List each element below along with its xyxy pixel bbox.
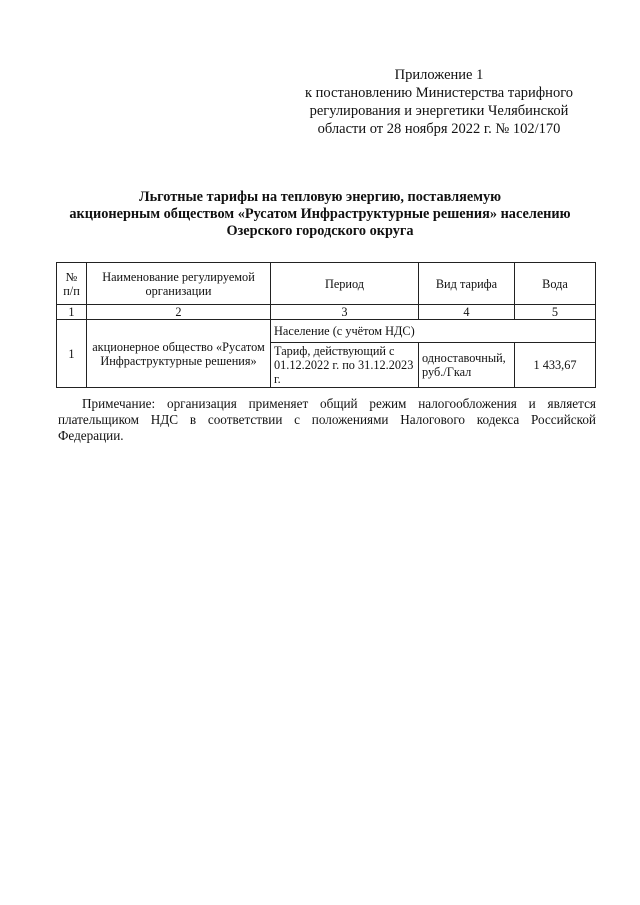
row-num: 1	[57, 320, 87, 388]
note-line: плательщиком НДС в соответствии с положениями Налогового кодекса Российской Федерации.	[58, 412, 596, 443]
header-tariff-type: Вид тарифа	[419, 263, 515, 305]
column-number: 1	[57, 305, 87, 320]
row-water: 1 433,67	[515, 343, 596, 388]
column-numbers-row	[57, 305, 596, 320]
title-line: акционерным обществом «Русатом Инфраструктурные решения» населению	[69, 206, 571, 222]
appendix-block	[280, 66, 598, 138]
column-number: 5	[515, 305, 596, 320]
row-org: акционерное общество «Русатом Инфраструктурные решения»	[87, 320, 271, 388]
note-line: Примечание: организация применяет общий режим налогообложения и является	[82, 396, 596, 411]
row-period: Тариф, действующий с 01.12.2022 г. по 31.12.2023 г.	[271, 343, 419, 388]
column-number: 4	[419, 305, 515, 320]
appendix-line: Приложение 1	[394, 67, 484, 83]
table-row	[57, 320, 596, 343]
note-block	[58, 396, 596, 444]
column-number: 2	[87, 305, 271, 320]
header-water: Вода	[515, 263, 596, 305]
header-num: № п/п	[57, 263, 87, 305]
title-line: Льготные тарифы на тепловую энергию, поставляемую	[138, 189, 502, 205]
title-line: Озерского городского округа	[226, 223, 414, 239]
tariff-table	[56, 262, 596, 388]
appendix-line: регулирования и энергетики Челябинской	[309, 103, 569, 119]
header-org: Наименование регулируемой организации	[87, 263, 271, 305]
appendix-line: области от 28 ноября 2022 г. № 102/170	[317, 121, 561, 137]
row-group: Население (с учётом НДС)	[271, 320, 596, 343]
appendix-line: к постановлению Министерства тарифного	[304, 85, 574, 101]
table-header-row	[57, 263, 596, 305]
header-period: Период	[271, 263, 419, 305]
column-number: 3	[271, 305, 419, 320]
row-tariff-type: одноставочный, руб./Гкал	[419, 343, 515, 388]
document-title	[40, 189, 600, 240]
